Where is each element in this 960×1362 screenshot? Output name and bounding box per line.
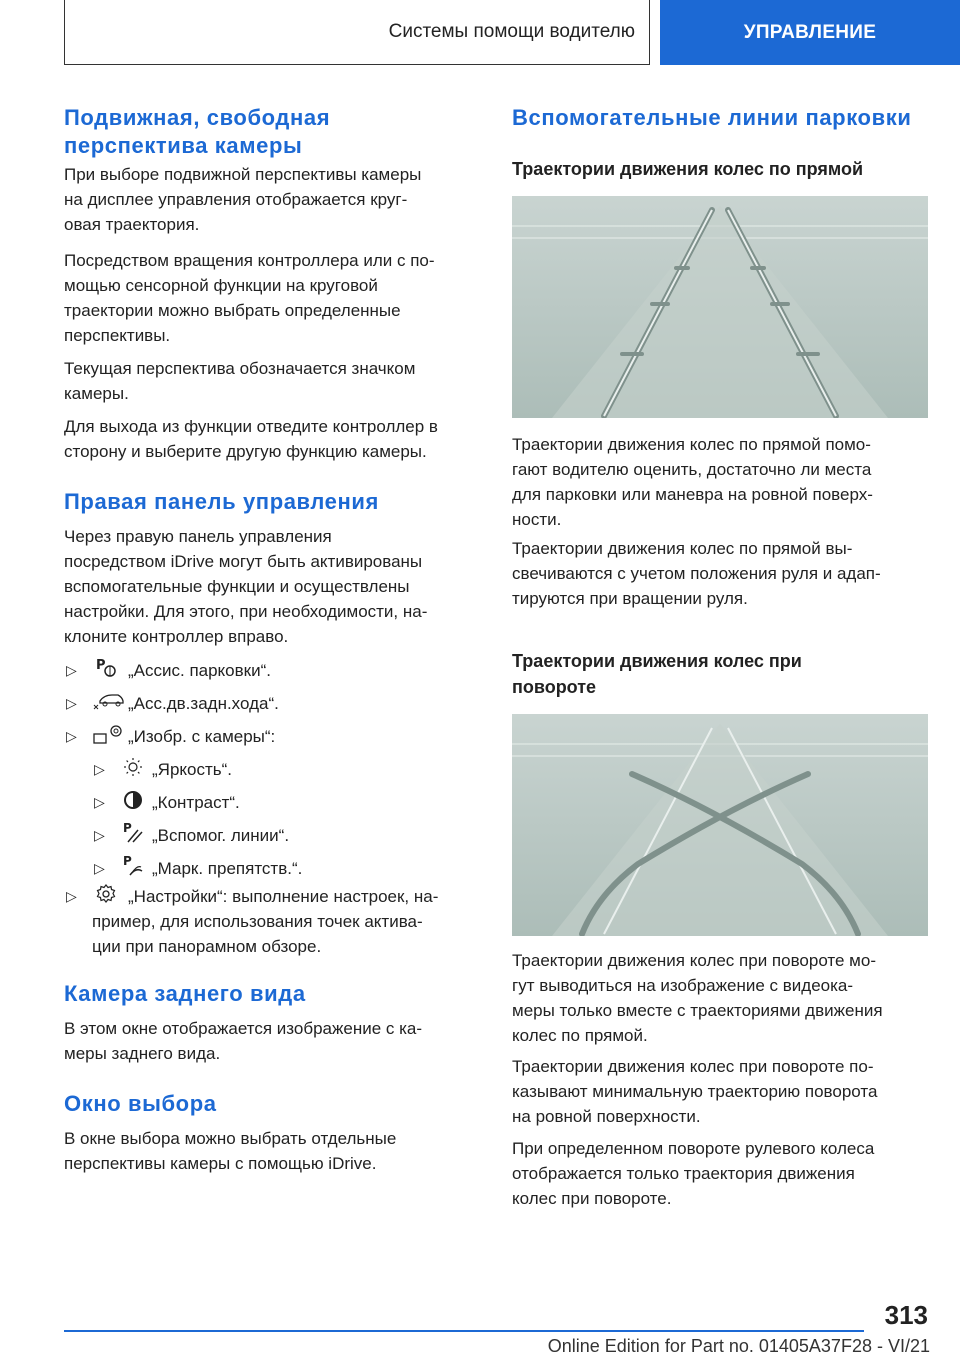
text-line: ности.: [512, 510, 562, 529]
contrast-icon: [122, 789, 144, 819]
text-line: повороте: [512, 677, 597, 697]
triangle-bullet-icon: ▷: [94, 860, 105, 876]
text-line: В окне выбора можно выбрать отдельные: [64, 1129, 397, 1148]
paragraph: [512, 536, 881, 611]
text-line: „Настройки“: выполнение настроек, на-: [128, 887, 439, 906]
list-item-label: „Вспомог. линии“.: [152, 826, 290, 845]
text-line: Для выхода из функции отведите контроллер в: [64, 417, 438, 436]
triangle-bullet-icon: ▷: [66, 728, 77, 744]
heading-selection-window: Окно выбора: [64, 1091, 217, 1116]
page-number: 313: [884, 1300, 928, 1330]
list-item-label: „Ассис. парковки“.: [128, 661, 271, 680]
subheading-turning-path: [512, 648, 802, 700]
text-line: овая траектория.: [64, 215, 200, 234]
text-line: посредством iDrive могут быть активированы: [64, 552, 423, 571]
list-item-camera-image[interactable]: [64, 724, 482, 749]
list-item-guide-lines[interactable]: [64, 823, 482, 848]
paragraph: [64, 1126, 396, 1176]
text-line: Через правую панель управления: [64, 527, 332, 546]
paragraph: [64, 414, 438, 464]
text-line: меры только вместе с траекториями движения: [512, 1001, 883, 1020]
list-item-obstacle-marking[interactable]: [64, 856, 482, 881]
text-line: камеры.: [64, 384, 129, 403]
parking-assist-icon: [94, 656, 118, 686]
footer-edition: Online Edition for Part no. 01405A37F28 - VI/21: [547, 1336, 930, 1356]
svg-text:P: P: [96, 658, 106, 673]
text-line: вспомогательные функции и осуществлены: [64, 577, 410, 596]
text-line: тируются при вращении руля.: [512, 589, 748, 608]
text-line: колес по прямой.: [512, 1026, 648, 1045]
header-chapter: [660, 0, 960, 65]
heading-parking-lines: Вспомогательные линии парковки: [512, 105, 912, 130]
list-item-label: ции при панорамном обзоре.: [92, 937, 322, 956]
heading-line: Подвижная, свободная: [64, 105, 331, 130]
triangle-bullet-icon: ▷: [66, 888, 77, 904]
text-line: Траектории движения колес при: [512, 651, 802, 671]
triangle-bullet-icon: ▷: [94, 827, 105, 843]
text-line: При выборе подвижной перспективы камеры: [64, 165, 422, 184]
text-line: При определенном повороте рулевого колеса: [512, 1139, 875, 1158]
footer-divider: [64, 1330, 864, 1332]
text-line: гают водителю оценить, достаточно ли места: [512, 460, 872, 479]
paragraph: [512, 1054, 877, 1129]
text-line: клоните контроллер вправо.: [64, 627, 289, 646]
text-line: свечиваются с учетом положения руля и адап-: [512, 564, 881, 583]
turning-path-image: [512, 714, 928, 936]
list-item-label: „Яркость“.: [152, 760, 233, 779]
list-item-label: „Марк. препятств.“.: [152, 859, 303, 878]
text-line: Траектории движения колес по прямой помо-: [512, 435, 871, 454]
header-chapter-title: УПРАВЛЕНИЕ: [743, 21, 877, 43]
camera-settings-icon: [92, 722, 126, 754]
text-line: траектории можно выбрать определенные: [64, 301, 401, 320]
straight-path-image: [512, 196, 928, 418]
text-line: казывают минимальную траекторию поворота: [512, 1082, 878, 1101]
subheading-straight-path: Траектории движения колес по прямой: [512, 159, 864, 179]
text-line: Посредством вращения контроллера или с по-: [64, 251, 435, 270]
list-item-reverse-assist[interactable]: [64, 691, 482, 716]
list-item-label: „Асс.дв.задн.хода“.: [128, 694, 279, 713]
text-line: Траектории движения колес при повороте по-: [512, 1057, 874, 1076]
heading-line: перспектива камеры: [64, 133, 303, 158]
text-line: гут выводиться на изображение с видеока-: [512, 976, 854, 995]
text-line: отображается только траектория движения: [512, 1164, 855, 1183]
text-line: для парковки или маневра на ровной поверх-: [512, 485, 873, 504]
heading-free-perspective: [64, 104, 330, 160]
list-item-label: [128, 884, 438, 909]
paragraph: [64, 524, 427, 649]
obstacle-marking-icon: [122, 853, 144, 885]
list-item-parking-assist[interactable]: [64, 658, 482, 683]
text-line: настройки. Для этого, при необходимости, на-: [64, 602, 428, 621]
paragraph: [512, 432, 873, 532]
text-line: меры заднего вида.: [64, 1044, 221, 1063]
text-line: перспективы.: [64, 326, 171, 345]
triangle-bullet-icon: ▷: [94, 794, 105, 810]
text-line: сторону и выберите другую функцию камеры.: [64, 442, 427, 461]
list-item-label: „Изобр. с камеры“:: [128, 727, 276, 746]
header-section-title: Системы помощи водителю: [388, 21, 635, 42]
paragraph: [512, 1136, 874, 1211]
text-line: В этом окне отображается изображение с ка-: [64, 1019, 423, 1038]
svg-text:P: P: [123, 854, 132, 868]
guide-lines-icon: [122, 820, 144, 852]
list-item-settings[interactable]: [64, 884, 482, 959]
heading-rear-camera: Камера заднего вида: [64, 981, 306, 1006]
text-line: Траектории движения колес по прямой вы-: [512, 539, 853, 558]
reverse-assist-icon: [92, 691, 126, 721]
list-item-contrast[interactable]: [64, 790, 482, 815]
list-item-label: пример, для использования точек актива-: [92, 912, 423, 931]
brightness-icon: [122, 756, 144, 786]
heading-right-panel: Правая панель управления: [64, 489, 379, 514]
text-line: перспективы камеры с помощью iDrive.: [64, 1154, 377, 1173]
paragraph: [64, 1016, 422, 1066]
list-item-label: „Контраст“.: [152, 793, 240, 812]
paragraph: [64, 162, 421, 237]
text-line: на дисплее управления отображается круг-: [64, 190, 408, 209]
svg-text:P: P: [123, 821, 132, 835]
triangle-bullet-icon: ▷: [66, 662, 77, 678]
triangle-bullet-icon: ▷: [66, 695, 77, 711]
text-line: Траектории движения колес при повороте мо-: [512, 951, 876, 970]
text-line: Текущая перспектива обозначается значком: [64, 359, 416, 378]
header-section: [64, 0, 650, 65]
triangle-bullet-icon: ▷: [94, 761, 105, 777]
text-line: мощью сенсорной функции на круговой: [64, 276, 378, 295]
paragraph: [64, 356, 415, 406]
paragraph: [64, 248, 435, 348]
text-line: на ровной поверхности.: [512, 1107, 701, 1126]
text-line: колес при повороте.: [512, 1189, 672, 1208]
list-item-brightness[interactable]: [64, 757, 482, 782]
paragraph: [512, 948, 883, 1048]
